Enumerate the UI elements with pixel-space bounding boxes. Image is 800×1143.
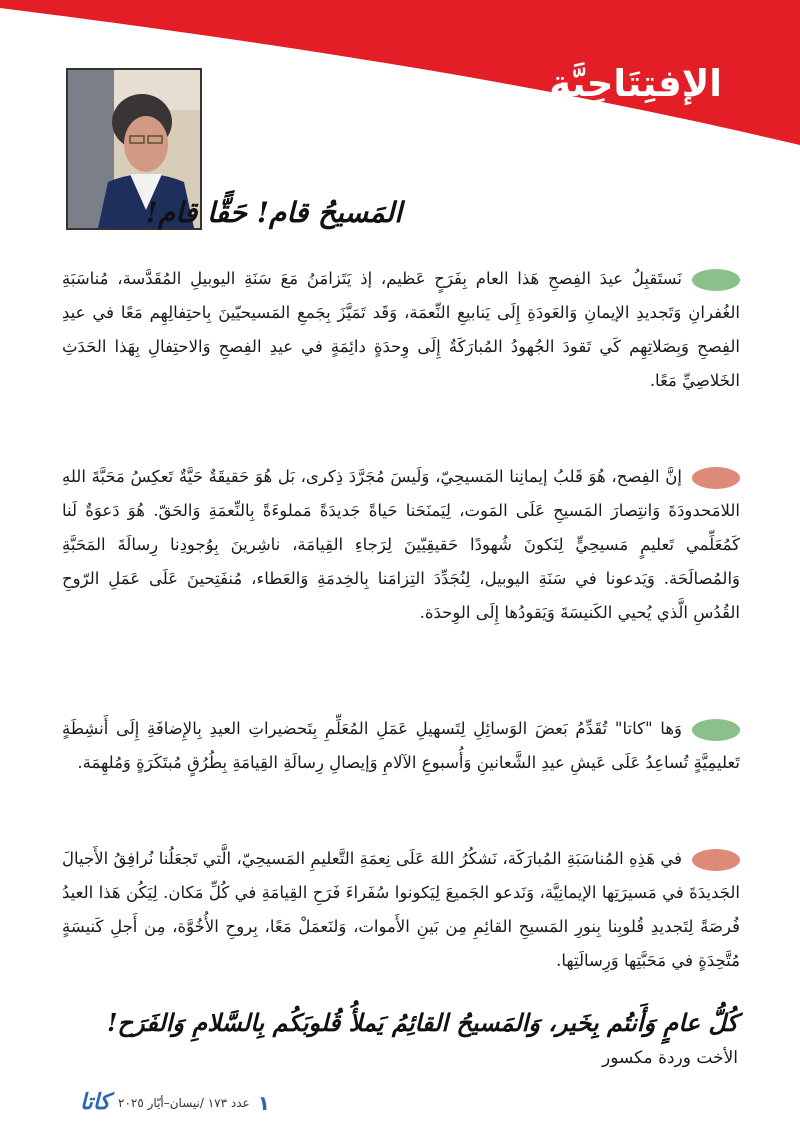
paragraph-text: إنَّ الفِصح، هُوَ قَلبُ إيمانِنا المَسيحِيّ، وَلَيسَ مُجَرَّدَ ذِكرى، بَل هُوَ حَقيقَةٌ حَيَّةٌ تَعكِسُ مَحَبَّةَ اللهِ اللامَحدودَةَ وَانتِصارَ المَسيحِ عَلَى المَوت، لِيَمنَحَنا حَياةً جَديدَةً مَملوءَةً بِالنِّعمَةِ وَالحَقّ. هُوَ دَعوَةٌ لَنا كَمُعَلِّمي تَعليمٍ مَسيحِيٍّ لِنَكونَ شُهودًا حَقيقِيّينَ لِرَجاءِ القِيامَة، ناشِرينَ بِوُجودِنا رِسالَةَ المَحَبَّةِ وَالمُصالَحَة. وَيَدعونا في سَنَةِ اليوبيل، لِنُجَدِّدَ التِزامَنا بِالخِدمَةِ وَالعَطاء، مُنفَتِحينَ عَلَى عَمَلِ الرّوحِ القُدُسِ الَّذي يُحيي الكَنيسَةَ وَيَقودُها إِلَى الوِحدَة. — [62, 467, 740, 622]
paragraph-2 — [62, 460, 740, 630]
red-bullet-icon — [692, 849, 740, 871]
paragraph-text: وَها "كاتا" تُقَدِّمُ بَعضَ الوَسائِلِ لِتَسهيلِ عَمَلِ المُعَلِّمِ بِتَحضيراتِ العيدِ بِالإِضافَةِ إِلَى أَنشِطَةٍ تَعليمِيَّةٍ تُساعِدُ عَلَى عَيشِ عيدِ الشَّعانينِ وَأُسبوعِ الآلامِ وَإيصالِ رِسالَةِ القِيامَةِ بِطُرُقٍ مُبتَكَرَةٍ وَمُلهِمَة. — [62, 719, 740, 772]
red-bullet-icon — [692, 467, 740, 489]
green-bullet-icon — [692, 719, 740, 741]
green-bullet-icon — [692, 269, 740, 291]
page-footer — [80, 1090, 270, 1115]
author-signature: الأخت وردة مكسور — [602, 1048, 738, 1068]
paragraph-3 — [62, 712, 740, 780]
brand-logo: كاتا — [80, 1090, 111, 1115]
closing-greeting: كُلُّ عامٍ وَأَنتُم بِخَير، وَالمَسيحُ القائِمُ يَملأُ قُلوبَكُم بِالسَّلامِ وَالفَرَح! — [107, 1008, 738, 1037]
article-headline: المَسيحُ قام! حَقًّا قام! — [145, 196, 402, 229]
paragraph-1 — [62, 262, 740, 398]
issue-info: عدد ١٧٣ /نيسان–أيّار ٢٠٢٥ — [118, 1095, 250, 1110]
page-number: ١ — [257, 1090, 270, 1115]
paragraph-4 — [62, 842, 740, 978]
paragraph-text: نَستَقبِلُ عيدَ الفِصحِ هَذا العام بِفَرَحٍ عَظيم، إذ يَتَزامَنُ مَعَ سَنَةِ اليوبيلِ المُقَدَّسة، مُناسَبَةِ الغُفرانِ وَتَجديدِ الإيمانِ وَالعَودَةِ إِلَى يَنابيعِ النِّعمَة، وَقَد تَمَيَّزَ بِجَمعِ المَسيحيّينَ بِاحتِفالِهِم مَعًا في عيدِ الفِصحِ وَبِصَلاتِهِم كَي تَقودَ الجُهودُ المُبارَكَةُ إِلَى وِحدَةٍ دائِمَةٍ في عيدِ الفِصحِ وَالاحتِفالِ بِهَذا الحَدَثِ الخَلاصِيِّ مَعًا. — [62, 269, 740, 390]
section-title: الإفتِتَاحِيَّة — [549, 62, 722, 105]
paragraph-text: في هَذِهِ المُناسَبَةِ المُبارَكَة، نَشكُرُ اللهَ عَلَى نِعمَةِ التَّعليمِ المَسيحِيّ، الَّتي تَجعَلُنا نُرافِقُ الأَجيالَ الجَديدَةَ في مَسيرَتِها الإيمانِيَّة، وَنَدعو الجَميعَ لِيَكونوا سُفَراءَ فَرَحِ القِيامَةِ في كُلِّ مَكان. لِيَكُن هَذا العيدُ فُرصَةً لِتَجديدِ قُلوبِنا بِنورِ المَسيحِ القائِمِ مِن بَينِ الأَموات، وَلنَعمَلْ مَعًا، بِروحِ الأُخُوَّة، مِن أَجلِ كَنيسَةٍ مُتَّحِدَةٍ في مَحَبَّتِها وَرِسالَتِها. — [62, 849, 741, 970]
